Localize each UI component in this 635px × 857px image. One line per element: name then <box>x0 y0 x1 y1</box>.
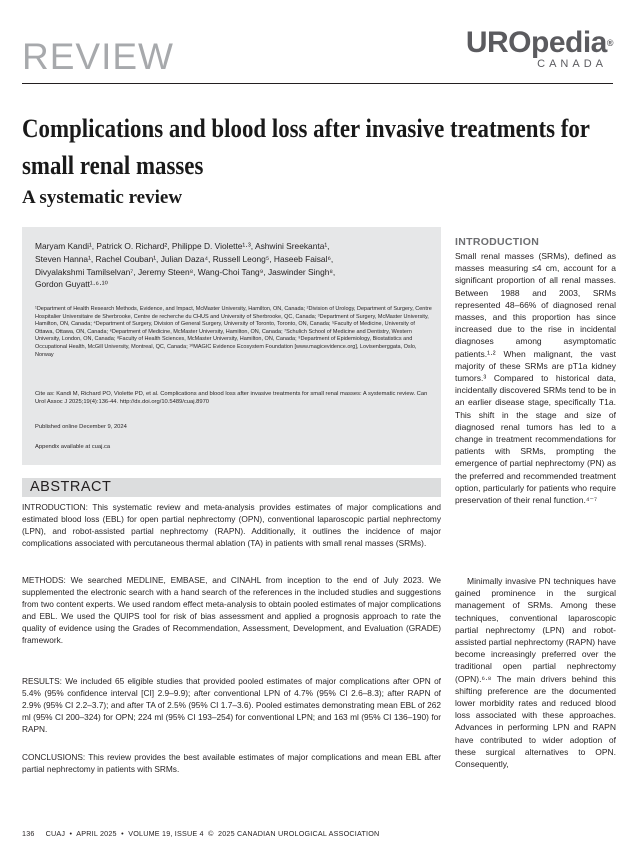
abstract-label: INTRODUCTION: <box>22 502 88 512</box>
citation: Cite as: Kandi M, Richard PO, Violette PD, et al. Complications and blood loss after invasive treatments for small renal masses: A systematic review. Can Urol Assoc J 2025;19(4):136-44. http://dx.doi.org/10.5489/cuaj.8970 <box>35 391 428 406</box>
abstract-text: This review provides the best available estimates of major complications and mean EBL after partial nephrectomy in patients with SRMs. <box>22 752 441 774</box>
journal-logo <box>466 28 613 70</box>
affiliations: ¹Department of Health Research Methods, Evidence, and Impact, McMaster University, Hamilton, ON, Canada; ²Division of Urology, Department of Surgery, Centre Hospitalier Universitaire de Sherbrooke, Centre de recherche du CHUS and University of Sherbrooke, QC, Canada; ³Department of Surgery, McMaster University, Hamilton, ON, Canada; ⁴Department of Surgery, Division of General Surgery, University of Toronto, Toronto, ON, Canada; ⁵Faculty of Medicine, University of Ottawa, Ottawa, ON, Canada; ⁶Department of Medicine, McMaster University, Hamilton, ON, Canada; ⁷Schulich School of Medicine and Dentistry, Western University, London, ON, Canada; ⁸Faculty of Health Sciences, McMaster University, Hamilton, ON, Canada; ⁹Department of Epidemiology, Biostatistics and Occupational Health, McGill University, Montreal, QC, Canada; ¹⁰MAGIC Evidence Ecosystem Foundation [www.magicevidence.org], Lovisenberggata, Oslo, Norway <box>35 306 432 358</box>
section-label: REVIEW <box>22 36 174 77</box>
logo-sub-text: CANADA <box>537 58 607 70</box>
logo-registered: ® <box>606 38 613 48</box>
appendix-note: Appendix available at cuaj.ca <box>35 444 111 450</box>
abstract-text: We searched MEDLINE, EMBASE, and CINAHL from inception to the end of July 2023. We supplemented the electronic search with a hand search of the references in the included studies and suggestions from two content experts. We used random effect meta-analysis to obtain pooled estimates of major complications and EBL. We used the QUIPS tool for risk of bias assessment and applied a prognosis approach to rate the quality of evidence using the Grades of Recommendation, Assessment, Development, and Evaluation (GRADE) framework. <box>22 575 441 645</box>
abstract-label: CONCLUSIONS: <box>22 752 86 762</box>
header-rule <box>22 83 613 84</box>
introduction-paragraph: Minimally invasive PN techniques have gained prominence in the surgical management of SRMs. Among these techniques, conventional laparoscopic partial nephrectomy (LPN) and robot-assisted partial nephrectomy (RAPN) have become increasingly preferred over the traditional open partial nephrectomy (OPN).⁶·⁸ The main drivers behind this shifting preference are the documented lower morbidity rates and reduced blood loss associated with these approaches. Advances in performing LPN and RAPN have contributed to wider adoption of these surgical alternatives to OPN. Consequently, <box>455 576 616 770</box>
abstract-heading: ABSTRACT <box>30 479 112 495</box>
author-list <box>35 240 433 291</box>
logo-main-text: UROpedia <box>465 26 607 59</box>
introduction-heading: INTRODUCTION <box>455 236 540 248</box>
abstract-text: We included 65 eligible studies that provided pooled estimates of major complications after OPN of 5.4% (95% confidence interval [CI] 2.9–9.9); after conventional LPN of 4.7% (95% CI 2.6–8.3); after RAPN of 2.9% (95% CI 2.2–3.7); and after TA of 2.5% (95% CI 1.7–3.6). Pooled estimates demonstrating mean EBL of 262 ml (95% CI 200–324) for OPN; 224 ml (95% CI 193–254) for conventional LPN; and 163 ml (95% CI 136–190) for RAPN. <box>22 676 441 734</box>
abstract-introduction <box>22 502 441 550</box>
abstract-label: RESULTS: <box>22 676 62 686</box>
article-subtitle: A systematic review <box>22 187 183 208</box>
page-footer: 136 CUAJ • APRIL 2025 • VOLUME 19, ISSUE 4 © 2025 CANADIAN UROLOGICAL ASSOCIATION <box>22 829 380 838</box>
author-line: Maryam Kandi¹, Patrick O. Richard², Philippe D. Violette¹·³, Ashwini Sreekanta¹, <box>35 241 330 251</box>
abstract-conclusions <box>22 752 441 776</box>
author-line: Steven Hanna¹, Rachel Couban¹, Julian Daza⁴, Russell Leong⁵, Haseeb Faisal⁶, <box>35 253 334 264</box>
article-title: Complications and blood loss after invasive treatments for small renal masses <box>22 114 590 180</box>
author-line: Divyalakshmi Tamilselvan⁷, Jeremy Steen⁸, Wang-Choi Tang⁹, Jaswinder Singh⁸, <box>35 266 336 277</box>
abstract-methods <box>22 575 441 646</box>
abstract-results <box>22 676 441 736</box>
abstract-label: METHODS: <box>22 575 66 585</box>
introduction-paragraph: Small renal masses (SRMs), defined as masses measuring ≤4 cm, account for a significant proportion of all renal masses. Between 1988 and 2003, SRMs represented 48–66% of diagnosed renal masses, and this proportion has since increased due to the rise in incidental diagnoses among asymptomatic patients.¹·² When malignant, the vast majority of these SRMs are pT1a kidney tumors.³ Compared to historical data, incidentally discovered SRMs tend to be in an earlier disease stage, specifically T1a. This shift in the stage and size of diagnosed renal tumors has led to a change in treatment recommendations for patients with SRMs, prompting the emergence of partial nephrectomy (PN) as the preferred and recommended treatment option, particularly for patients who require preservation of their renal function.⁴⁻⁷ <box>455 251 616 506</box>
published-date: Published online December 9, 2024 <box>35 424 127 430</box>
abstract-text: This systematic review and meta-analysis provides estimates of major complications and estimated blood loss (EBL) for open partial nephrectomy (OPN), conventional laparoscopic partial nephrectomy (LPN), and robot-assisted partial nephrectomy (RAPN). Additionally, it outlines the incidence of major complications associated with percutaneous thermal ablation (TA) in patients with small renal masses (SRMs). <box>22 502 441 548</box>
author-line: Gordon Guyatt¹·⁶·¹⁰ <box>35 279 108 290</box>
